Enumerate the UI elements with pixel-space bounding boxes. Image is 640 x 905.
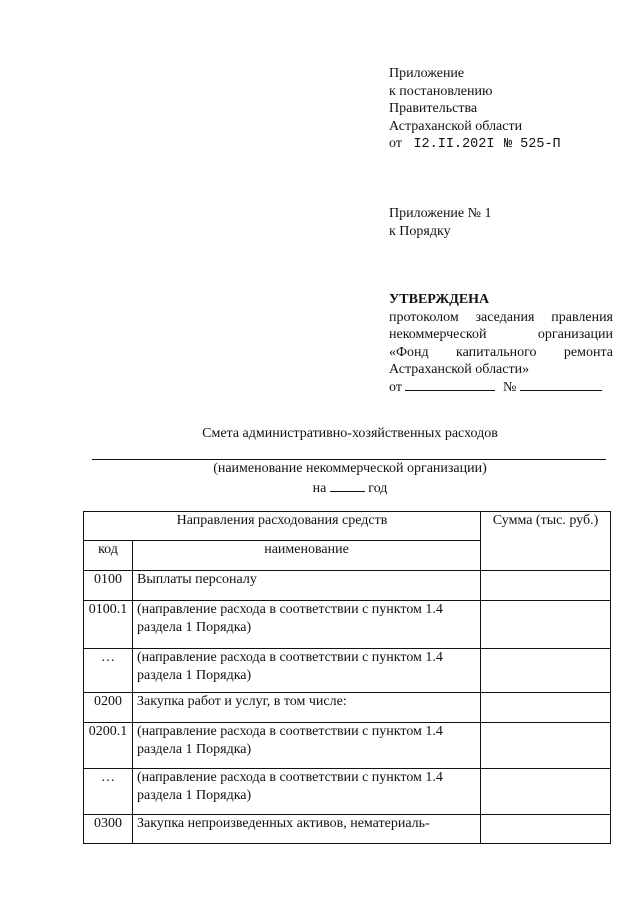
row-name: (направление расхода в соответствии с пунктом 1.4 раздела 1 Порядка)	[133, 649, 481, 693]
date-prefix: от	[389, 136, 402, 151]
row-code: …	[84, 649, 133, 693]
row-sum	[481, 601, 611, 649]
row-code: 0300	[84, 815, 133, 844]
name-header: наименование	[133, 541, 481, 571]
appendix-1-subtitle: к Порядку	[389, 223, 451, 239]
year-suffix: год	[368, 481, 388, 496]
approval-number-label: №	[502, 379, 517, 395]
table-row	[84, 769, 611, 815]
group-header: Направления расходования средств	[84, 512, 481, 541]
table-row	[84, 571, 611, 601]
row-name: Закупка работ и услуг, в том числе:	[133, 693, 481, 723]
approval-block	[389, 291, 613, 396]
resolution-date: I2.II.202I	[413, 137, 495, 152]
approval-date-line	[389, 379, 613, 397]
approval-date-blank	[405, 379, 495, 391]
resolution-number: № 525-П	[503, 137, 561, 152]
row-code: 0200.1	[84, 723, 133, 769]
appendix-date-line	[389, 135, 561, 153]
table-row	[84, 601, 611, 649]
row-name: Закупка непроизведенных активов, нематериаль-	[133, 815, 481, 844]
row-name: (направление расхода в соответствии с пунктом 1.4 раздела 1 Порядка)	[133, 601, 481, 649]
year-blank	[330, 480, 365, 492]
row-sum	[481, 769, 611, 815]
appendix-header-line: Приложение	[389, 66, 465, 81]
row-sum	[481, 649, 611, 693]
row-sum	[481, 815, 611, 844]
estimate-title: Смета административно-хозяйственных расходов	[202, 426, 498, 441]
appendix-header-line: Астраханской области	[389, 118, 523, 134]
approval-heading: УТВЕРЖДЕНА	[389, 292, 490, 307]
row-code: 0100.1	[84, 601, 133, 649]
row-name: Выплаты персоналу	[133, 571, 481, 601]
row-sum	[481, 693, 611, 723]
estimate-table	[83, 511, 611, 844]
organization-name-line	[92, 459, 606, 460]
row-sum	[481, 723, 611, 769]
approval-line: протоколом заседания правления	[389, 309, 613, 325]
organization-caption: (наименование некоммерческой организации)	[213, 461, 487, 476]
sum-header: Сумма (тыс. руб.)	[481, 512, 611, 571]
table-row	[84, 723, 611, 769]
appendix-header	[389, 65, 561, 153]
year-prefix: на	[312, 481, 327, 496]
appendix-1-title: Приложение № 1	[389, 206, 492, 221]
approval-line: Астраханской области»	[389, 362, 530, 377]
row-name: (направление расхода в соответствии с пунктом 1.4 раздела 1 Порядка)	[133, 723, 481, 769]
approval-number-blank	[520, 379, 602, 391]
approval-line: «Фонд капитального ремонта	[389, 344, 613, 360]
row-code: 0200	[84, 693, 133, 723]
appendix-1	[389, 205, 492, 240]
table-row	[84, 649, 611, 693]
table-row	[84, 815, 611, 844]
appendix-header-line: к постановлению	[389, 83, 493, 99]
row-name: (направление расхода в соответствии с пунктом 1.4 раздела 1 Порядка)	[133, 769, 481, 815]
approval-from-label: от	[389, 379, 402, 395]
code-header: код	[84, 541, 133, 571]
row-sum	[481, 571, 611, 601]
row-code: …	[84, 769, 133, 815]
table-row	[84, 693, 611, 723]
row-code: 0100	[84, 571, 133, 601]
appendix-header-line: Правительства	[389, 101, 478, 116]
year-line	[0, 480, 640, 497]
approval-line: некоммерческой организации	[389, 327, 613, 342]
